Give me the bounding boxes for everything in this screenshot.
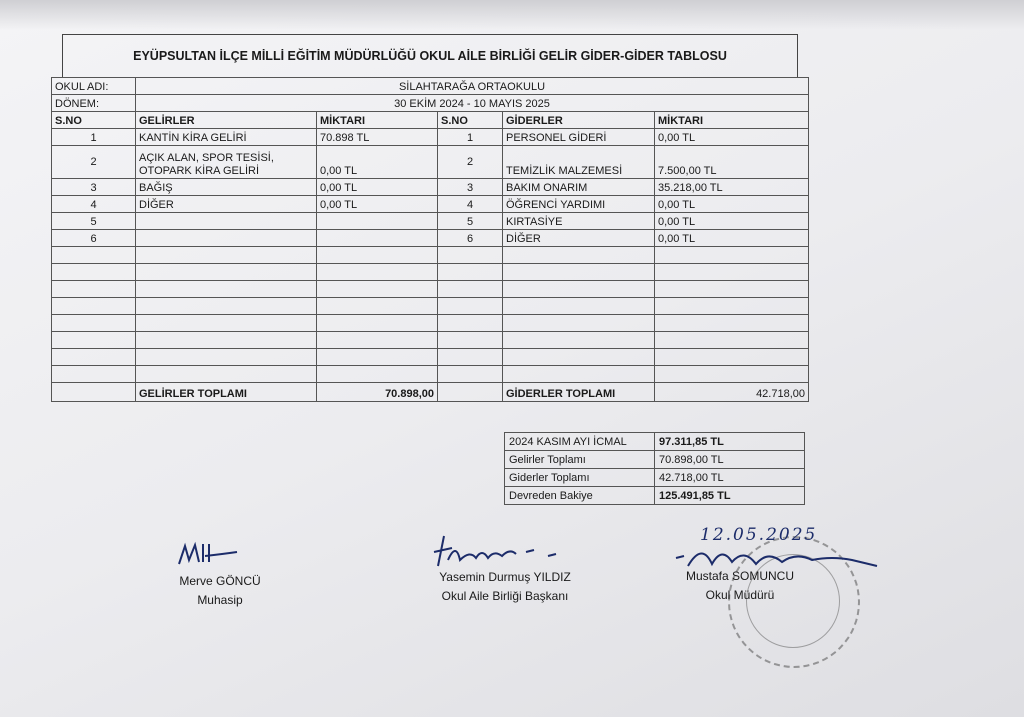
signature-muhasip <box>175 540 245 570</box>
row-sno: 1 <box>52 129 136 146</box>
table-row <box>52 213 809 230</box>
row-gelir: DİĞER <box>136 196 317 213</box>
table-row <box>52 146 809 179</box>
donem-row <box>52 95 809 112</box>
gelirler-toplami-label: GELİRLER TOPLAMI <box>136 383 317 402</box>
signature-block-mudur <box>670 567 810 605</box>
table-row <box>52 196 809 213</box>
icmal-row <box>505 433 805 451</box>
icmal-value: 97.311,85 TL <box>655 433 805 451</box>
icmal-row <box>505 451 805 469</box>
icmal-row <box>505 469 805 487</box>
giderler-toplami-label: GİDERLER TOPLAMI <box>503 383 655 402</box>
row-gider: KIRTASİYE <box>503 213 655 230</box>
signer-role: Muhasip <box>197 593 243 607</box>
row-gider: BAKIM ONARIM <box>503 179 655 196</box>
row-sno-2: 4 <box>438 196 503 213</box>
row-gider: TEMİZLİK MALZEMESİ <box>503 146 655 179</box>
row-gider-miktar: 0,00 TL <box>655 230 809 247</box>
row-gider-miktar: 0,00 TL <box>655 196 809 213</box>
icmal-label: Giderler Toplamı <box>505 469 655 487</box>
row-sno: 4 <box>52 196 136 213</box>
paper-shadow <box>0 0 1024 30</box>
header-row <box>52 112 809 129</box>
row-gelir-miktar <box>317 213 438 230</box>
icmal-value: 42.718,00 TL <box>655 469 805 487</box>
header-sno-2: S.NO <box>438 112 503 129</box>
okul-label: OKUL ADI: <box>52 78 136 95</box>
okul-value: SİLAHTARAĞA ORTAOKULU <box>136 78 809 95</box>
row-gelir: KANTİN KİRA GELİRİ <box>136 129 317 146</box>
table-row <box>52 179 809 196</box>
table-row <box>52 129 809 146</box>
row-gelir-miktar: 70.898 TL <box>317 129 438 146</box>
row-gelir-line-2: OTOPARK KİRA GELİRİ <box>139 165 260 177</box>
row-gelir: BAĞIŞ <box>136 179 317 196</box>
row-gider: DİĞER <box>503 230 655 247</box>
row-gider: ÖĞRENCİ YARDIMI <box>503 196 655 213</box>
row-sno-2: 1 <box>438 129 503 146</box>
signer-name: Mustafa SOMUNCU <box>685 569 795 583</box>
row-sno-2: 5 <box>438 213 503 230</box>
icmal-label: 2024 KASIM AYI İCMAL <box>505 433 655 451</box>
icmal-table <box>504 432 805 505</box>
icmal-value: 70.898,00 TL <box>655 451 805 469</box>
row-gider-miktar: 35.218,00 TL <box>655 179 809 196</box>
row-sno-2: 3 <box>438 179 503 196</box>
signer-name: Merve GÖNCÜ <box>179 574 261 588</box>
row-gelir <box>136 146 317 179</box>
donem-label: DÖNEM: <box>52 95 136 112</box>
icmal-label: Devreden Bakiye <box>505 487 655 505</box>
signature-block-baskan <box>420 568 590 606</box>
signer-role: Okul Aile Birliği Başkanı <box>441 589 569 603</box>
empty-row <box>52 366 809 383</box>
row-gider-miktar: 0,00 TL <box>655 213 809 230</box>
row-sno: 6 <box>52 230 136 247</box>
header-gelirler: GELİRLER <box>136 112 317 129</box>
header-miktari: MİKTARI <box>317 112 438 129</box>
totals-row <box>52 383 809 402</box>
header-sno: S.NO <box>52 112 136 129</box>
empty-row <box>52 315 809 332</box>
giderler-toplami-value: 42.718,00 <box>655 383 809 402</box>
handwritten-date: 12.05.2025 <box>700 525 818 545</box>
row-gider: PERSONEL GİDERİ <box>503 129 655 146</box>
row-sno: 3 <box>52 179 136 196</box>
table-row <box>52 230 809 247</box>
empty-row <box>52 298 809 315</box>
row-gider-miktar: 7.500,00 TL <box>655 146 809 179</box>
header-giderler: GİDERLER <box>503 112 655 129</box>
row-gelir-miktar: 0,00 TL <box>317 196 438 213</box>
row-gelir-miktar <box>317 230 438 247</box>
header-miktari-2: MİKTARI <box>655 112 809 129</box>
row-sno-2: 2 <box>438 146 503 179</box>
document-title: EYÜPSULTAN İLÇE MİLLİ EĞİTİM MÜDÜRLÜĞÜ OKUL AİLE BİRLİĞİ GELİR GİDER-GİDER TABLOSU <box>62 34 798 77</box>
income-expense-table <box>51 77 809 402</box>
icmal-row <box>505 487 805 505</box>
row-gelir-line-1: AÇIK ALAN, SPOR TESİSİ, <box>139 152 274 164</box>
empty-row <box>52 264 809 281</box>
row-gider-miktar: 0,00 TL <box>655 129 809 146</box>
donem-value: 30 EKİM 2024 - 10 MAYIS 2025 <box>136 95 809 112</box>
signature-baskan <box>430 530 570 570</box>
row-sno: 2 <box>52 146 136 179</box>
row-gelir-miktar: 0,00 TL <box>317 146 438 179</box>
icmal-label: Gelirler Toplamı <box>505 451 655 469</box>
icmal-value: 125.491,85 TL <box>655 487 805 505</box>
row-gelir <box>136 213 317 230</box>
row-gelir-miktar: 0,00 TL <box>317 179 438 196</box>
row-sno: 5 <box>52 213 136 230</box>
empty-row <box>52 247 809 264</box>
empty-row <box>52 281 809 298</box>
empty-row <box>52 332 809 349</box>
signer-name: Yasemin Durmuş YILDIZ <box>439 570 571 584</box>
gelirler-toplami-value: 70.898,00 <box>317 383 438 402</box>
empty-row <box>52 349 809 366</box>
row-gelir <box>136 230 317 247</box>
signer-role: Okul Müdürü <box>705 588 775 602</box>
okul-row <box>52 78 809 95</box>
row-sno-2: 6 <box>438 230 503 247</box>
signature-block-muhasip <box>160 572 280 610</box>
